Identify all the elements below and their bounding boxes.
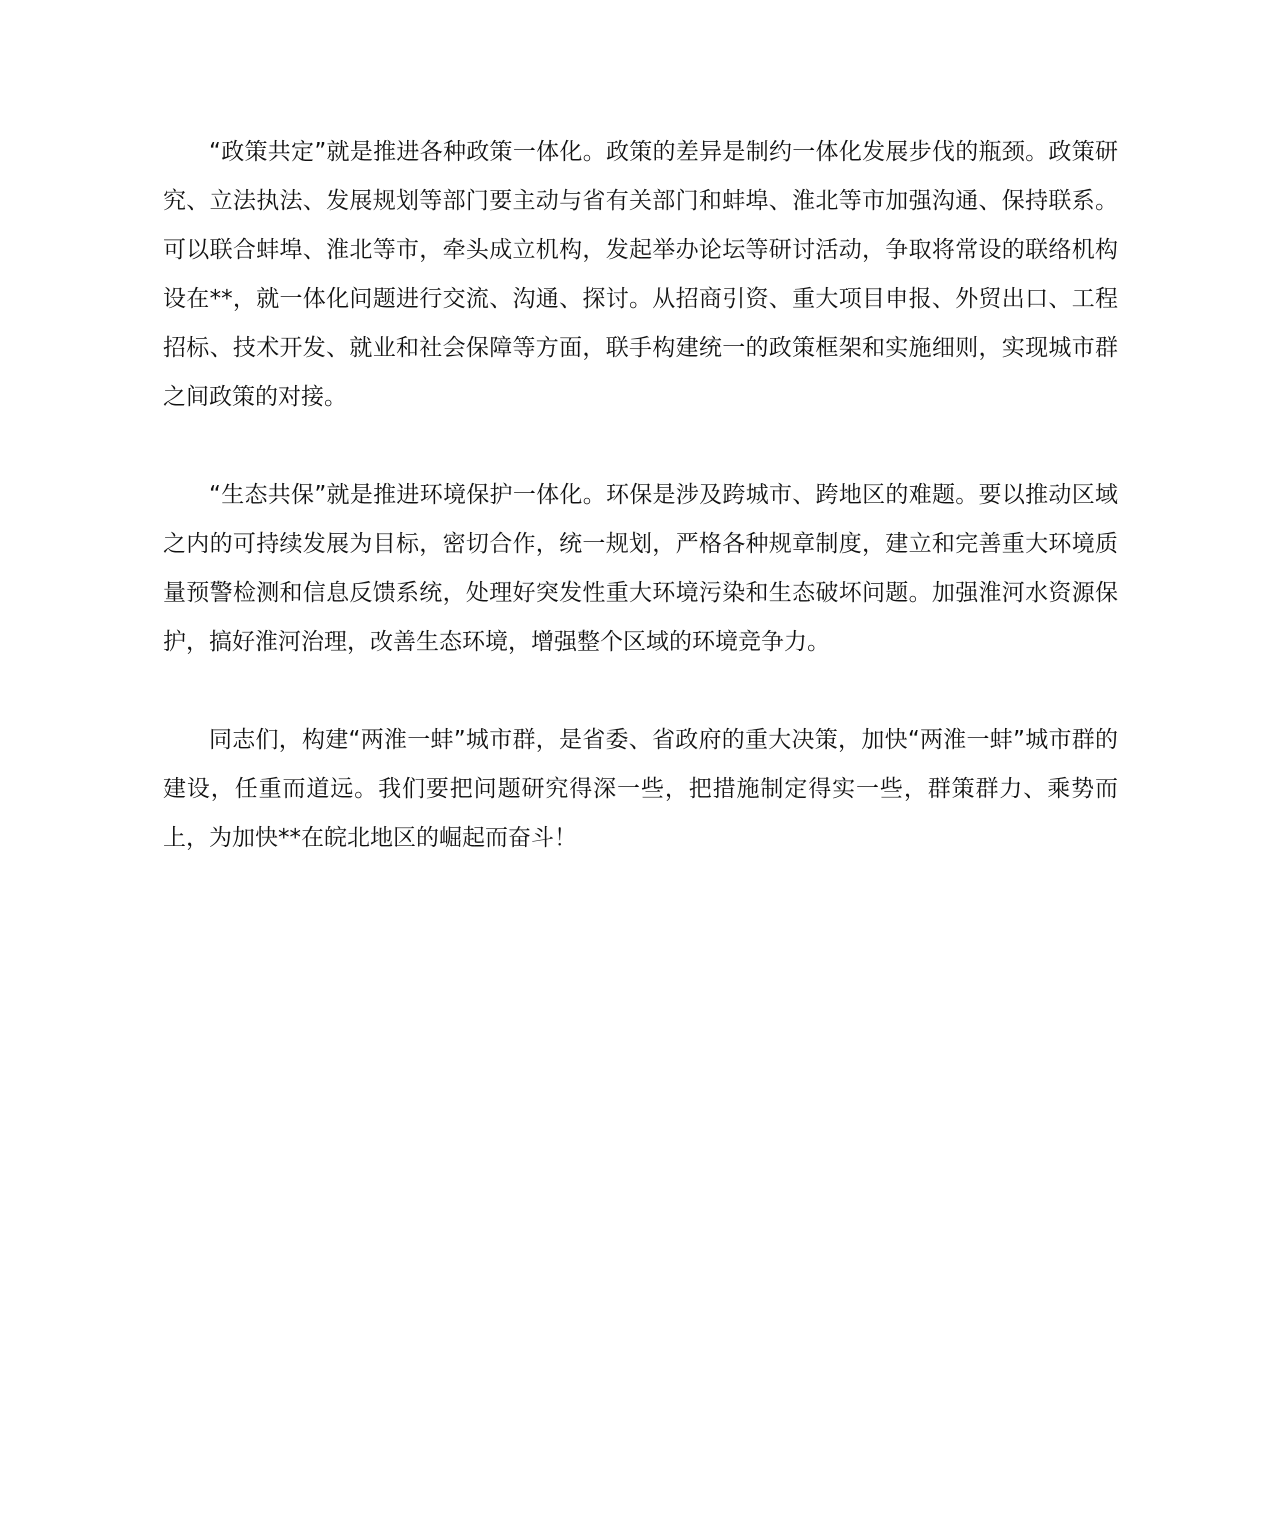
paragraph-spacer [163,422,1118,471]
paragraph-policy: “政策共定”就是推进各种政策一体化。政策的差异是制约一体化发展步伐的瓶颈。政策研究、立法执法、发展规划等部门要主动与省有关部门和蚌埠、淮北等市加强沟通、保持联系。可以联合蚌埠、淮北等市，牵头成立机构，发起举办论坛等研讨活动，争取将常设的联络机构设在**，就一体化问题进行交流、沟通、探讨。从招商引资、重大项目申报、外贸出口、工程招标、技术开发、就业和社会保障等方面，联手构建统一的政策框架和实施细则，实现城市群之间政策的对接。 [163,139,1118,410]
paragraph-closing: 同志们，构建“两淮一蚌”城市群，是省委、省政府的重大决策，加快“两淮一蚌”城市群的建设，任重而道远。我们要把问题研究得深一些，把措施制定得实一些，群策群力、乘势而上，为加快**在皖北地区的崛起而奋斗！ [163,727,1118,851]
paragraph-ecology: “生态共保”就是推进环境保护一体化。环保是涉及跨城市、跨地区的难题。要以推动区域之内的可持续发展为目标，密切合作，统一规划，严格各种规章制度，建立和完善重大环境质量预警检测和信息反馈系统，处理好突发性重大环境污染和生态破坏问题。加强淮河水资源保护，搞好淮河治理，改善生态环境，增强整个区域的环境竞争力。 [163,482,1118,655]
paragraph-spacer [163,667,1118,716]
document-body [163,128,1118,863]
